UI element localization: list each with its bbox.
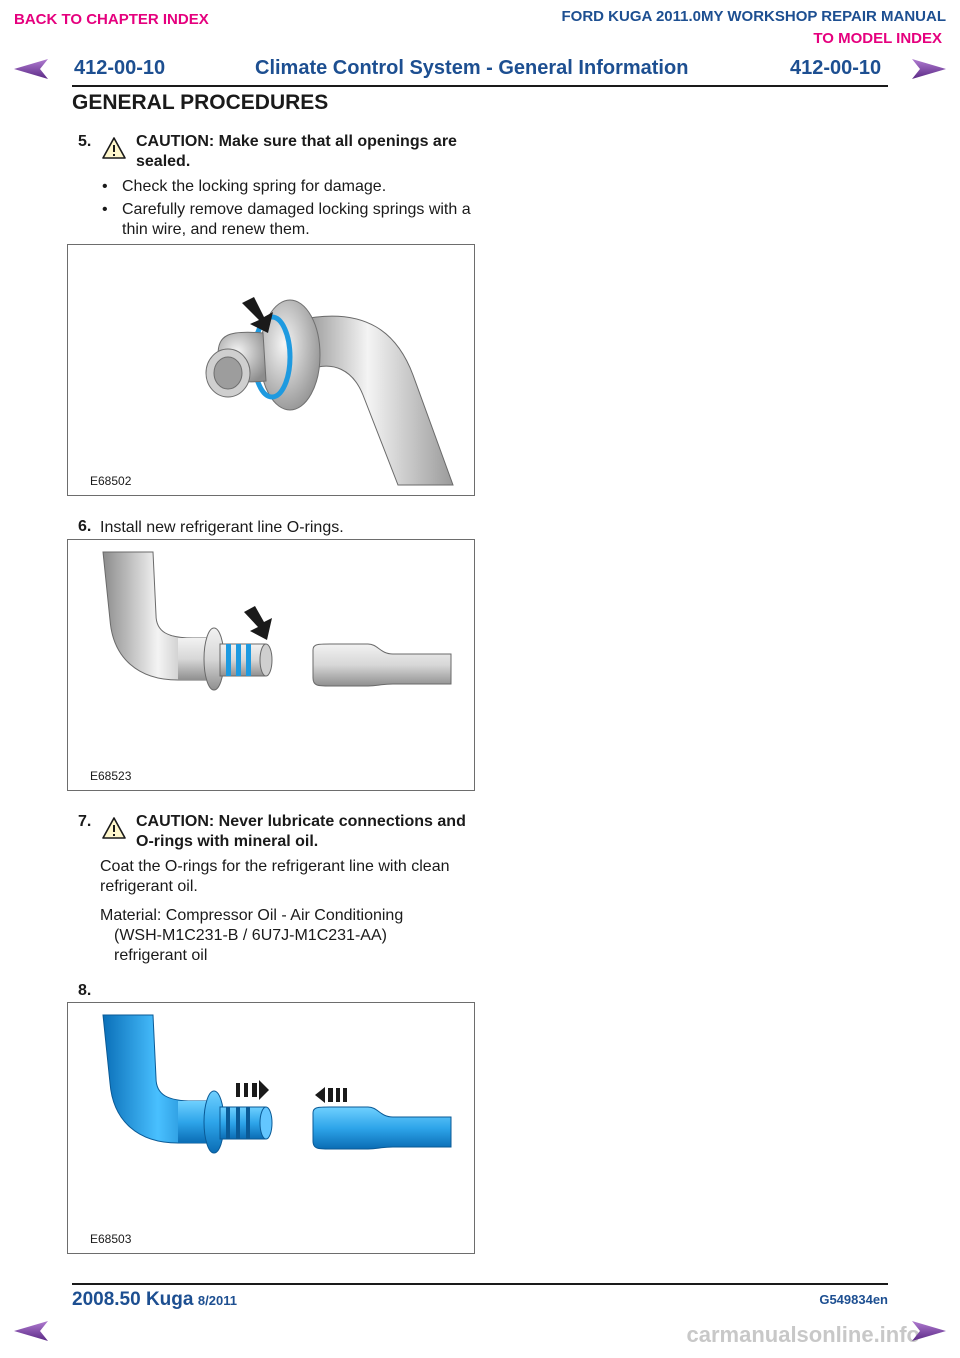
prev-page-button[interactable]: [12, 1320, 50, 1342]
caution-triangle-icon: [101, 816, 127, 840]
pipe-fitting-illustration: [68, 245, 474, 495]
pipe-connection-illustration: [68, 1003, 474, 1253]
step-number: 5.: [78, 133, 92, 150]
material-type: refrigerant oil: [114, 947, 208, 964]
arrow-right-icon: [910, 58, 948, 80]
manual-title: FORD KUGA 2011.0MY WORKSHOP REPAIR MANUAL: [561, 8, 946, 25]
caution-text: CAUTION: Never lubricate connections and O-rings with mineral oil.: [136, 813, 466, 850]
footer-code: G549834en: [819, 1292, 888, 1307]
next-page-button[interactable]: [910, 58, 948, 80]
footer-model-date: [72, 1289, 237, 1311]
section-code-right: 412-00-10: [790, 57, 882, 79]
bullet-list: [100, 177, 480, 243]
figure-locking-spring: [67, 244, 475, 496]
material-spec: (WSH-M1C231-B / 6U7J-M1C231-AA): [114, 927, 387, 944]
caution-text: CAUTION: Make sure that all openings are sealed.: [136, 133, 457, 170]
list-item: • Carefully remove damaged locking springs with a thin wire, and renew them.: [100, 200, 480, 240]
header-rule: [72, 85, 888, 87]
step-number: 6.: [78, 518, 92, 535]
material-line: Material: Compressor Oil - Air Conditioning: [100, 907, 404, 924]
to-model-index-link[interactable]: TO MODEL INDEX: [813, 30, 942, 47]
prev-page-button[interactable]: [12, 58, 50, 80]
footer-date: 8/2011: [197, 1293, 237, 1308]
back-to-chapter-index-link[interactable]: BACK TO CHAPTER INDEX: [14, 11, 209, 28]
figure-new-o-rings: [67, 539, 475, 791]
footer-rule: [72, 1283, 888, 1285]
watermark-text: carmanualsonline.info: [686, 1322, 920, 1347]
arrow-left-icon: [12, 1320, 50, 1342]
footer-model: 2008.50 Kuga: [72, 1289, 194, 1310]
section-title: Climate Control System - General Information: [255, 57, 689, 79]
procedures-title: GENERAL PROCEDURES: [72, 91, 329, 114]
list-item: • Check the locking spring for damage.: [100, 177, 480, 197]
arrow-right-icon: [910, 1320, 948, 1342]
figure-label: E68502: [90, 474, 132, 488]
step-text: Install new refrigerant line O-rings.: [100, 519, 344, 536]
figure-label: E68503: [90, 1232, 132, 1246]
figure-connect-lines: [67, 1002, 475, 1254]
step-number: 7.: [78, 813, 92, 830]
step-text: Coat the O-rings for the refrigerant line with clean refrigerant oil.: [100, 858, 450, 895]
step-number: 8.: [78, 982, 92, 999]
section-code-left: 412-00-10: [74, 57, 166, 79]
next-page-button[interactable]: [910, 1320, 948, 1342]
figure-label: E68523: [90, 769, 132, 783]
pipe-o-ring-illustration: [68, 540, 474, 790]
caution-triangle-icon: [101, 136, 127, 160]
arrow-left-icon: [12, 58, 50, 80]
